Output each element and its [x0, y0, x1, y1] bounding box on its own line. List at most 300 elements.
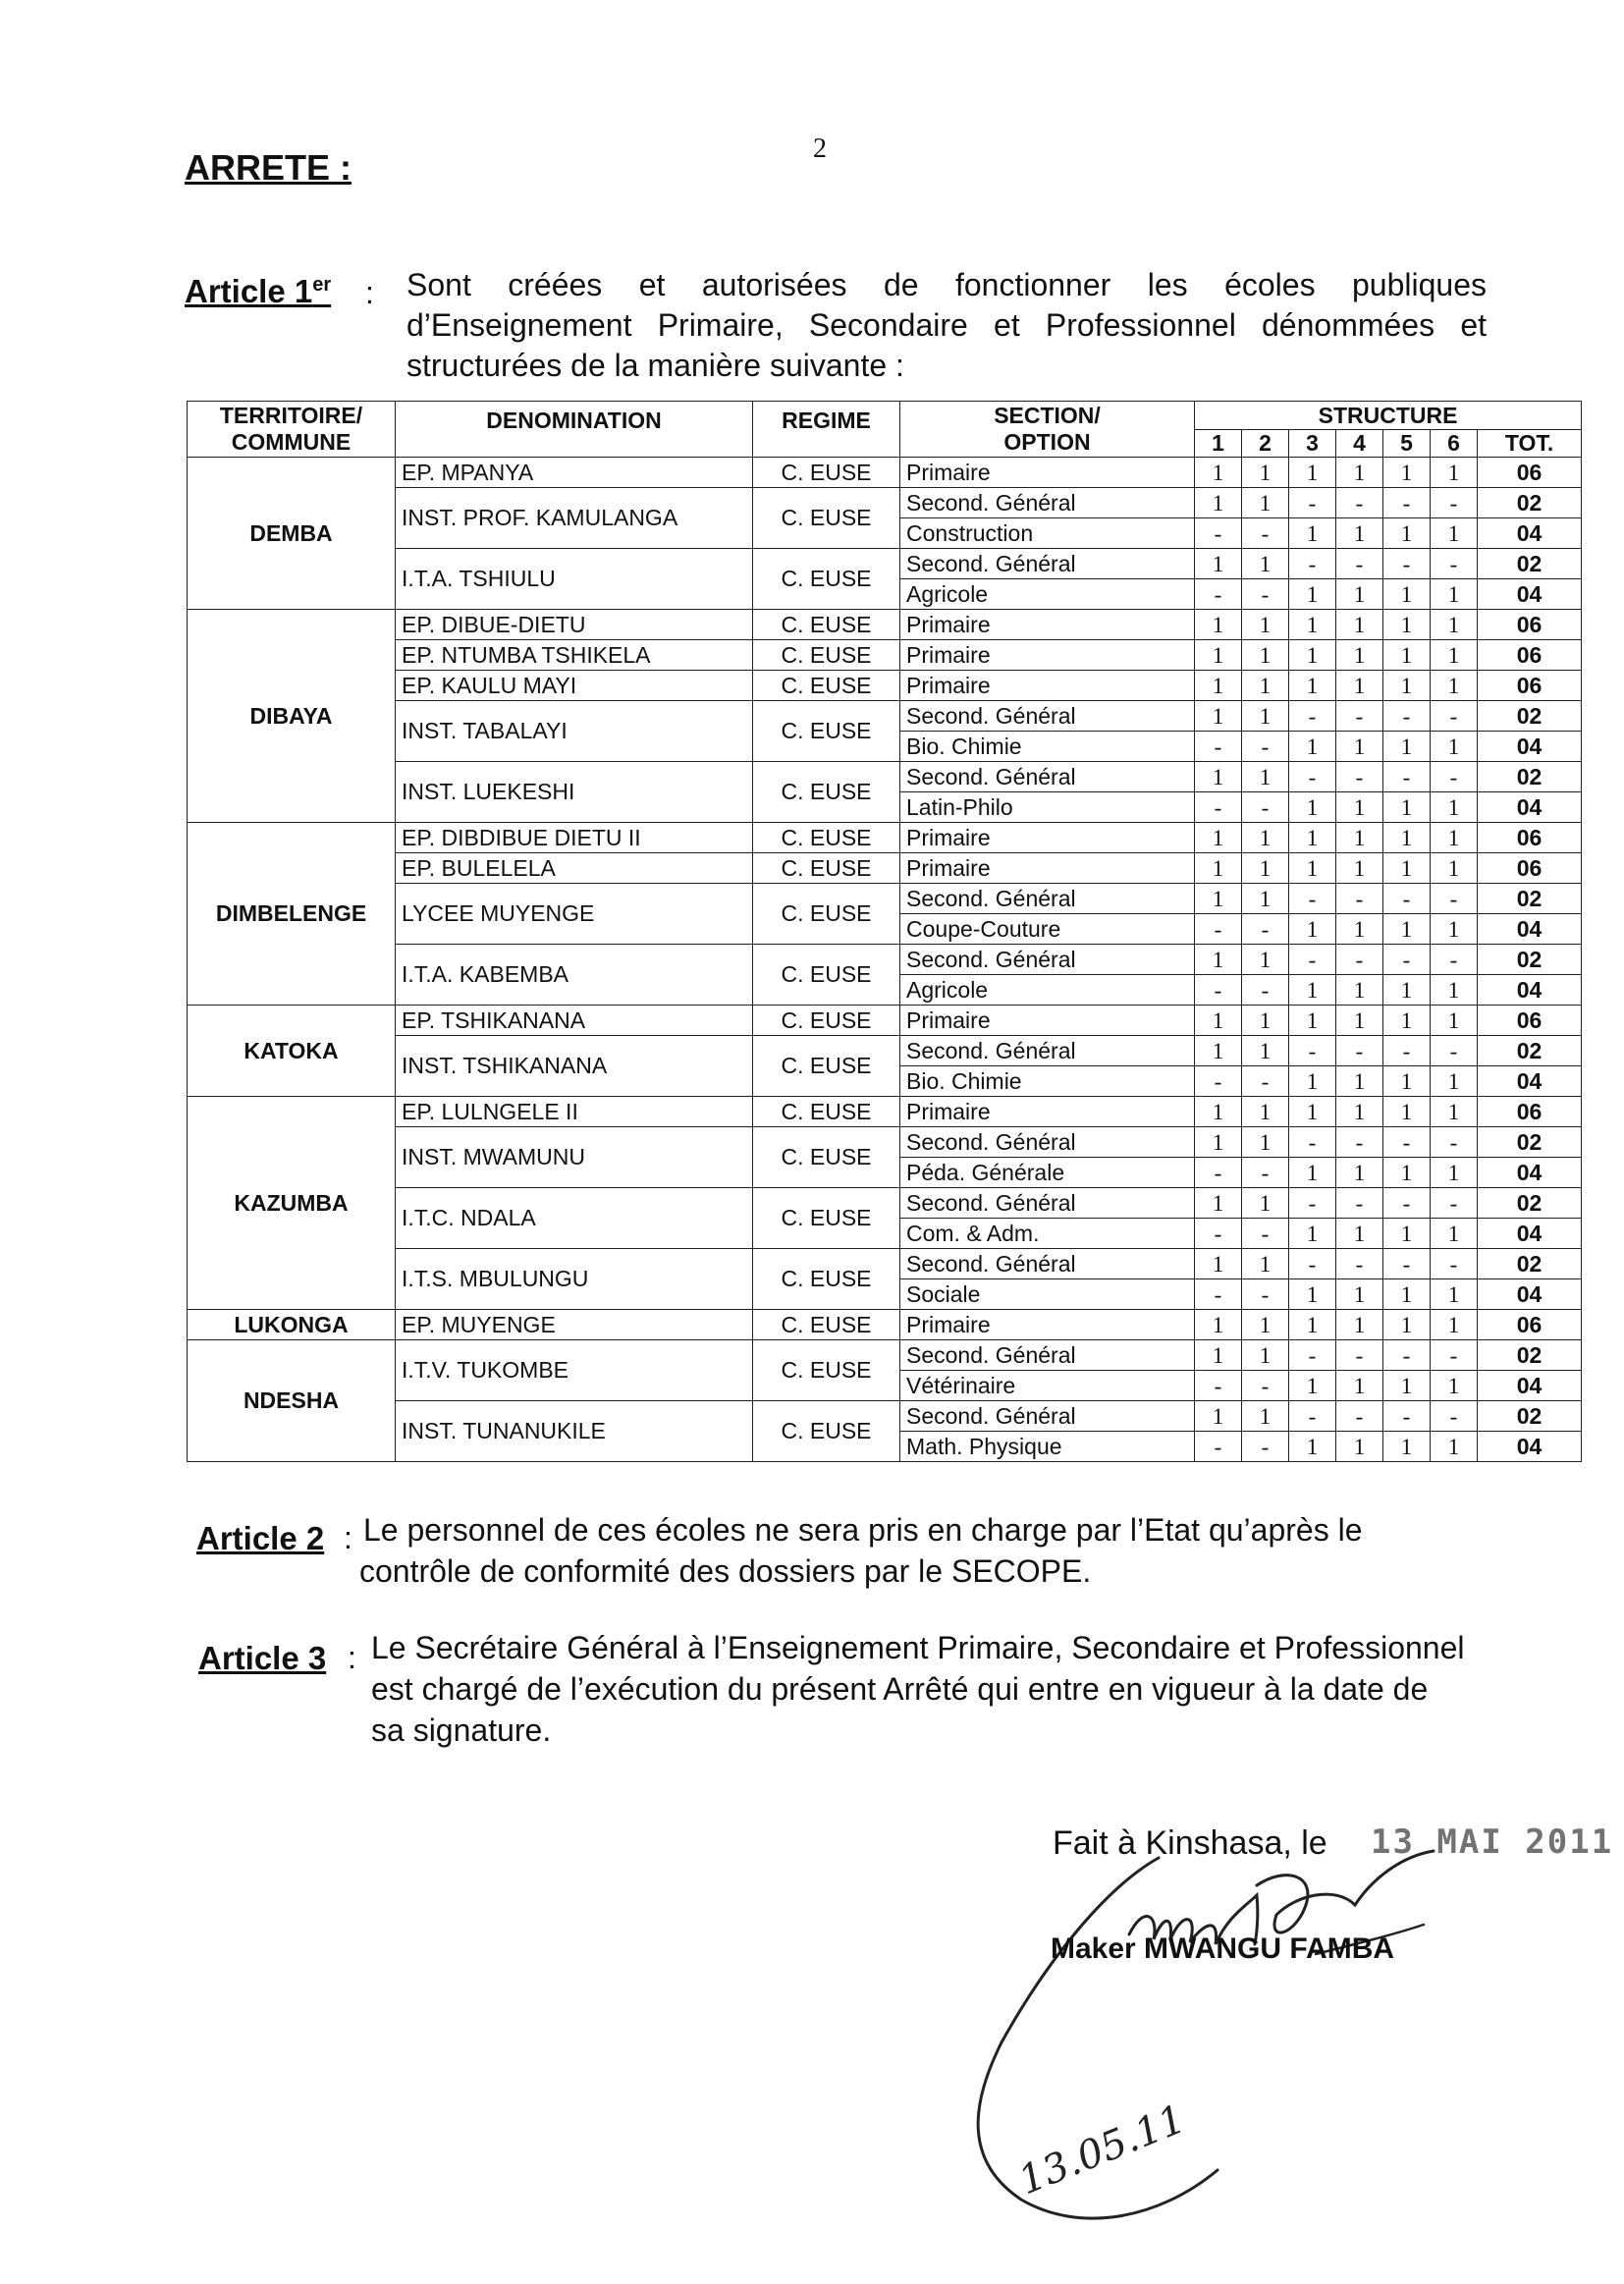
table-row: [188, 853, 1582, 884]
section-cell: Primaire: [900, 640, 1195, 671]
structure-cell: 1: [1431, 518, 1478, 549]
structure-cell: 1: [1336, 823, 1383, 853]
total-cell: 02: [1478, 884, 1582, 914]
structure-cell: 1: [1289, 518, 1336, 549]
structure-cell: -: [1242, 1371, 1289, 1401]
header-structure: STRUCTURE: [1195, 402, 1582, 430]
total-cell: 04: [1478, 975, 1582, 1006]
total-cell: 04: [1478, 1279, 1582, 1310]
structure-cell: -: [1383, 701, 1431, 732]
structure-cell: -: [1195, 579, 1242, 610]
structure-cell: -: [1195, 1371, 1242, 1401]
denomination-cell: EP. LULNGELE II: [396, 1097, 753, 1127]
header-col-5: 5: [1383, 430, 1431, 458]
structure-cell: -: [1383, 488, 1431, 518]
structure-cell: 1: [1431, 975, 1478, 1006]
structure-cell: 1: [1383, 579, 1431, 610]
structure-cell: 1: [1195, 1249, 1242, 1279]
structure-cell: 1: [1336, 1006, 1383, 1036]
structure-cell: 1: [1195, 1036, 1242, 1066]
table-row: [188, 671, 1582, 701]
article2-separator: :: [344, 1520, 352, 1555]
total-cell: 02: [1478, 1127, 1582, 1158]
structure-cell: 1: [1383, 1158, 1431, 1188]
denomination-cell: EP. KAULU MAYI: [396, 671, 753, 701]
regime-cell: C. EUSE: [753, 1127, 900, 1188]
structure-cell: -: [1383, 549, 1431, 579]
total-cell: 02: [1478, 549, 1582, 579]
regime-cell: C. EUSE: [753, 1188, 900, 1249]
total-cell: 06: [1478, 1097, 1582, 1127]
section-cell: Second. Général: [900, 549, 1195, 579]
structure-cell: -: [1289, 884, 1336, 914]
structure-cell: -: [1242, 1158, 1289, 1188]
article1-label-sup: er: [312, 274, 332, 296]
header-col-3: 3: [1289, 430, 1336, 458]
table-body: [188, 458, 1582, 1462]
total-cell: 06: [1478, 823, 1582, 853]
structure-cell: -: [1431, 1127, 1478, 1158]
article2-line-1: Le personnel de ces écoles ne sera pris en charge par l’Etat qu’après le: [363, 1512, 1363, 1548]
structure-cell: 1: [1336, 640, 1383, 671]
structure-cell: 1: [1336, 1432, 1383, 1462]
structure-cell: 1: [1195, 762, 1242, 792]
structure-cell: 1: [1431, 610, 1478, 640]
article3-label: Article 3: [198, 1640, 327, 1676]
table-row: [188, 458, 1582, 488]
structure-cell: -: [1242, 518, 1289, 549]
section-cell: Second. Général: [900, 1036, 1195, 1066]
regime-cell: C. EUSE: [753, 488, 900, 549]
structure-cell: 1: [1289, 458, 1336, 488]
structure-cell: 1: [1289, 671, 1336, 701]
section-cell: Second. Général: [900, 762, 1195, 792]
structure-cell: 1: [1336, 610, 1383, 640]
structure-cell: 1: [1431, 1006, 1478, 1036]
section-cell: Second. Général: [900, 488, 1195, 518]
structure-cell: 1: [1383, 853, 1431, 884]
structure-cell: 1: [1242, 1401, 1289, 1432]
structure-cell: 1: [1383, 1371, 1431, 1401]
structure-cell: 1: [1242, 853, 1289, 884]
section-cell: Primaire: [900, 823, 1195, 853]
table-row: [188, 1097, 1582, 1127]
stamped-date: 13 MAI 2011: [1371, 1822, 1614, 1862]
structure-cell: -: [1383, 1249, 1431, 1279]
structure-cell: 1: [1242, 488, 1289, 518]
header-section-line-1: SECTION/: [994, 403, 1101, 428]
structure-cell: -: [1195, 792, 1242, 823]
structure-cell: 1: [1431, 1371, 1478, 1401]
structure-cell: -: [1289, 1127, 1336, 1158]
header-territoire-line-2: COMMUNE: [231, 429, 352, 455]
structure-cell: 1: [1431, 1432, 1478, 1462]
table-row: [188, 1127, 1582, 1158]
structure-cell: 1: [1336, 1097, 1383, 1127]
table-row: [188, 1188, 1582, 1219]
structure-cell: -: [1431, 701, 1478, 732]
structure-cell: 1: [1195, 671, 1242, 701]
structure-cell: -: [1242, 1219, 1289, 1249]
structure-cell: -: [1431, 762, 1478, 792]
denomination-cell: EP. DIBDIBUE DIETU II: [396, 823, 753, 853]
structure-cell: 1: [1242, 458, 1289, 488]
article3-line-1: Le Secrétaire Général à l’Enseignement Primaire, Secondaire et Professionnel: [371, 1630, 1465, 1665]
article1-label-text: Article 1: [185, 273, 313, 309]
structure-cell: -: [1336, 1036, 1383, 1066]
structure-cell: -: [1195, 1219, 1242, 1249]
structure-cell: -: [1383, 1188, 1431, 1219]
total-cell: 06: [1478, 610, 1582, 640]
structure-cell: 1: [1336, 914, 1383, 945]
article2-label: Article 2: [196, 1520, 325, 1556]
denomination-cell: INST. PROF. KAMULANGA: [396, 488, 753, 549]
structure-cell: 1: [1383, 732, 1431, 762]
structure-cell: 1: [1336, 1371, 1383, 1401]
structure-cell: 1: [1383, 458, 1431, 488]
regime-cell: C. EUSE: [753, 884, 900, 945]
total-cell: 04: [1478, 579, 1582, 610]
denomination-cell: EP. NTUMBA TSHIKELA: [396, 640, 753, 671]
section-cell: Second. Général: [900, 884, 1195, 914]
structure-cell: 1: [1289, 1097, 1336, 1127]
table-row: [188, 488, 1582, 518]
total-cell: 06: [1478, 458, 1582, 488]
structure-cell: 1: [1289, 853, 1336, 884]
structure-cell: -: [1336, 1401, 1383, 1432]
structure-cell: 1: [1289, 823, 1336, 853]
regime-cell: C. EUSE: [753, 458, 900, 488]
total-cell: 04: [1478, 1432, 1582, 1462]
structure-cell: 1: [1431, 579, 1478, 610]
total-cell: 04: [1478, 1371, 1582, 1401]
structure-cell: -: [1431, 1401, 1478, 1432]
section-cell: Second. Général: [900, 945, 1195, 975]
structure-cell: -: [1336, 1127, 1383, 1158]
table-row: [188, 884, 1582, 914]
article1-line-1: Sont créées et autorisées de fonctionner les écoles publiques: [406, 267, 1487, 302]
regime-cell: C. EUSE: [753, 549, 900, 610]
structure-cell: -: [1289, 1036, 1336, 1066]
section-cell: Bio. Chimie: [900, 732, 1195, 762]
structure-cell: 1: [1431, 1219, 1478, 1249]
structure-cell: -: [1336, 884, 1383, 914]
total-cell: 02: [1478, 945, 1582, 975]
structure-cell: 1: [1431, 914, 1478, 945]
denomination-cell: EP. TSHIKANANA: [396, 1006, 753, 1036]
denomination-cell: I.T.A. KABEMBA: [396, 945, 753, 1006]
table-row: [188, 1249, 1582, 1279]
total-cell: 06: [1478, 1006, 1582, 1036]
structure-cell: -: [1242, 1432, 1289, 1462]
denomination-cell: EP. BULELELA: [396, 853, 753, 884]
total-cell: 06: [1478, 853, 1582, 884]
structure-cell: -: [1336, 762, 1383, 792]
header-territoire-line-1: TERRITOIRE/: [219, 403, 363, 428]
structure-cell: 1: [1336, 1066, 1383, 1097]
table-row: [188, 1401, 1582, 1432]
total-cell: 02: [1478, 1340, 1582, 1371]
table-row: [188, 1340, 1582, 1371]
structure-cell: 1: [1383, 823, 1431, 853]
structure-cell: 1: [1195, 1097, 1242, 1127]
structure-cell: -: [1431, 549, 1478, 579]
structure-cell: 1: [1383, 1432, 1431, 1462]
total-cell: 06: [1478, 640, 1582, 671]
structure-cell: -: [1195, 975, 1242, 1006]
header-regime: REGIME: [753, 402, 900, 458]
structure-cell: 1: [1195, 610, 1242, 640]
denomination-cell: INST. TSHIKANANA: [396, 1036, 753, 1097]
structure-cell: 1: [1195, 1401, 1242, 1432]
section-cell: Latin-Philo: [900, 792, 1195, 823]
regime-cell: C. EUSE: [753, 853, 900, 884]
table-header-row-1: [188, 402, 1582, 430]
regime-cell: C. EUSE: [753, 610, 900, 640]
structure-cell: -: [1289, 701, 1336, 732]
territoire-cell: NDESHA: [188, 1340, 396, 1462]
total-cell: 04: [1478, 914, 1582, 945]
structure-cell: 1: [1242, 1006, 1289, 1036]
denomination-cell: EP. MUYENGE: [396, 1310, 753, 1340]
signer-name: Maker MWANGU FAMBA: [1051, 1932, 1395, 1965]
structure-cell: 1: [1336, 732, 1383, 762]
structure-cell: 1: [1431, 640, 1478, 671]
structure-cell: 1: [1383, 1006, 1431, 1036]
structure-cell: 1: [1195, 1188, 1242, 1219]
structure-cell: -: [1289, 945, 1336, 975]
structure-cell: -: [1242, 792, 1289, 823]
table-row: [188, 1006, 1582, 1036]
structure-cell: 1: [1431, 1066, 1478, 1097]
section-cell: Second. Général: [900, 1127, 1195, 1158]
structure-cell: 1: [1336, 792, 1383, 823]
structure-cell: 1: [1195, 549, 1242, 579]
section-cell: Agricole: [900, 975, 1195, 1006]
structure-cell: 1: [1242, 671, 1289, 701]
structure-cell: 1: [1195, 488, 1242, 518]
regime-cell: C. EUSE: [753, 1249, 900, 1310]
header-col-6: 6: [1431, 430, 1478, 458]
structure-cell: 1: [1431, 853, 1478, 884]
structure-cell: 1: [1195, 458, 1242, 488]
structure-cell: 1: [1242, 1127, 1289, 1158]
structure-cell: 1: [1242, 640, 1289, 671]
structure-cell: 1: [1383, 518, 1431, 549]
section-cell: Primaire: [900, 853, 1195, 884]
section-cell: Second. Général: [900, 1188, 1195, 1219]
structure-cell: 1: [1336, 579, 1383, 610]
handwritten-signature-icon: [962, 1846, 1512, 2268]
structure-cell: -: [1336, 549, 1383, 579]
article3-separator: :: [348, 1640, 356, 1675]
signature-place-line: Fait à Kinshasa, le: [1053, 1824, 1327, 1862]
section-cell: Sociale: [900, 1279, 1195, 1310]
total-cell: 06: [1478, 1310, 1582, 1340]
structure-cell: -: [1431, 1188, 1478, 1219]
structure-cell: 1: [1289, 640, 1336, 671]
total-cell: 06: [1478, 671, 1582, 701]
structure-cell: 1: [1383, 610, 1431, 640]
total-cell: 04: [1478, 1219, 1582, 1249]
article1-line-3: structurées de la manière suivante :: [406, 348, 904, 383]
total-cell: 02: [1478, 762, 1582, 792]
section-cell: Primaire: [900, 1310, 1195, 1340]
structure-cell: -: [1431, 1036, 1478, 1066]
heading-arrete: ARRETE :: [185, 147, 352, 188]
section-cell: Second. Général: [900, 1249, 1195, 1279]
structure-cell: -: [1431, 945, 1478, 975]
section-cell: Math. Physique: [900, 1432, 1195, 1462]
structure-cell: 1: [1336, 1219, 1383, 1249]
section-cell: Primaire: [900, 1006, 1195, 1036]
section-cell: Coupe-Couture: [900, 914, 1195, 945]
header-denomination: DENOMINATION: [396, 402, 753, 458]
structure-cell: 1: [1242, 1249, 1289, 1279]
structure-cell: -: [1431, 884, 1478, 914]
denomination-cell: INST. MWAMUNU: [396, 1127, 753, 1188]
structure-cell: -: [1383, 1401, 1431, 1432]
structure-cell: 1: [1383, 975, 1431, 1006]
structure-cell: 1: [1383, 640, 1431, 671]
structure-cell: -: [1383, 762, 1431, 792]
structure-cell: 1: [1289, 1006, 1336, 1036]
header-col-4: 4: [1336, 430, 1383, 458]
structure-cell: -: [1336, 1340, 1383, 1371]
section-cell: Primaire: [900, 610, 1195, 640]
table-row: [188, 823, 1582, 853]
structure-cell: -: [1195, 518, 1242, 549]
total-cell: 02: [1478, 1036, 1582, 1066]
structure-cell: 1: [1289, 1310, 1336, 1340]
header-section: [900, 402, 1195, 458]
section-cell: Agricole: [900, 579, 1195, 610]
structure-cell: 1: [1242, 610, 1289, 640]
structure-cell: 1: [1383, 1066, 1431, 1097]
header-section-line-2: OPTION: [1003, 429, 1091, 455]
structure-cell: -: [1383, 1127, 1431, 1158]
section-cell: Primaire: [900, 458, 1195, 488]
structure-cell: 1: [1431, 671, 1478, 701]
section-cell: Primaire: [900, 1097, 1195, 1127]
structure-cell: 1: [1431, 823, 1478, 853]
total-cell: 04: [1478, 1158, 1582, 1188]
structure-cell: -: [1242, 1066, 1289, 1097]
structure-cell: 1: [1289, 975, 1336, 1006]
article3-line-3: sa signature.: [371, 1713, 552, 1748]
structure-cell: -: [1336, 945, 1383, 975]
structure-cell: -: [1383, 945, 1431, 975]
structure-cell: -: [1242, 914, 1289, 945]
structure-cell: 1: [1242, 549, 1289, 579]
regime-cell: C. EUSE: [753, 701, 900, 762]
territoire-cell: KATOKA: [188, 1006, 396, 1097]
structure-cell: -: [1289, 488, 1336, 518]
structure-cell: 1: [1336, 518, 1383, 549]
regime-cell: C. EUSE: [753, 1401, 900, 1462]
structure-cell: -: [1195, 732, 1242, 762]
structure-cell: 1: [1242, 1340, 1289, 1371]
structure-cell: 1: [1195, 701, 1242, 732]
regime-cell: C. EUSE: [753, 1006, 900, 1036]
structure-cell: 1: [1336, 853, 1383, 884]
total-cell: 02: [1478, 1249, 1582, 1279]
total-cell: 02: [1478, 701, 1582, 732]
regime-cell: C. EUSE: [753, 1097, 900, 1127]
structure-cell: 1: [1289, 1158, 1336, 1188]
section-cell: Péda. Générale: [900, 1158, 1195, 1188]
structure-cell: -: [1195, 1158, 1242, 1188]
structure-cell: 1: [1336, 1279, 1383, 1310]
total-cell: 02: [1478, 1401, 1582, 1432]
structure-cell: 1: [1289, 1066, 1336, 1097]
structure-cell: -: [1336, 488, 1383, 518]
structure-cell: -: [1336, 1249, 1383, 1279]
denomination-cell: I.T.V. TUKOMBE: [396, 1340, 753, 1401]
structure-cell: -: [1289, 549, 1336, 579]
denomination-cell: EP. MPANYA: [396, 458, 753, 488]
section-cell: Primaire: [900, 671, 1195, 701]
article2-line-2: contrôle de conformité des dossiers par le SECOPE.: [359, 1553, 1092, 1589]
structure-cell: 1: [1383, 1310, 1431, 1340]
structure-cell: 1: [1195, 640, 1242, 671]
structure-cell: 1: [1195, 1310, 1242, 1340]
total-cell: 04: [1478, 1066, 1582, 1097]
structure-cell: 1: [1336, 671, 1383, 701]
total-cell: 04: [1478, 518, 1582, 549]
structure-cell: 1: [1383, 792, 1431, 823]
page-number: 2: [813, 134, 827, 164]
structure-cell: 1: [1383, 914, 1431, 945]
structure-cell: -: [1289, 762, 1336, 792]
denomination-cell: I.T.S. MBULUNGU: [396, 1249, 753, 1310]
structure-cell: 1: [1431, 1310, 1478, 1340]
structure-cell: -: [1383, 1340, 1431, 1371]
regime-cell: C. EUSE: [753, 762, 900, 823]
structure-cell: 1: [1383, 1279, 1431, 1310]
section-cell: Com. & Adm.: [900, 1219, 1195, 1249]
territoire-cell: DEMBA: [188, 458, 396, 610]
structure-cell: 1: [1289, 792, 1336, 823]
structure-cell: 1: [1242, 1310, 1289, 1340]
structure-cell: -: [1431, 488, 1478, 518]
structure-cell: 1: [1383, 1219, 1431, 1249]
structure-cell: 1: [1336, 1158, 1383, 1188]
regime-cell: C. EUSE: [753, 823, 900, 853]
structure-cell: -: [1195, 1279, 1242, 1310]
section-cell: Second. Général: [900, 1401, 1195, 1432]
structure-cell: -: [1431, 1340, 1478, 1371]
section-cell: Second. Général: [900, 701, 1195, 732]
structure-cell: 1: [1195, 1340, 1242, 1371]
structure-cell: 1: [1289, 732, 1336, 762]
structure-cell: 1: [1431, 792, 1478, 823]
structure-cell: -: [1242, 732, 1289, 762]
territoire-cell: KAZUMBA: [188, 1097, 396, 1310]
denomination-cell: EP. DIBUE-DIETU: [396, 610, 753, 640]
structure-cell: -: [1289, 1340, 1336, 1371]
header-territoire: [188, 402, 396, 458]
structure-cell: 1: [1195, 823, 1242, 853]
structure-cell: 1: [1289, 1432, 1336, 1462]
section-cell: Construction: [900, 518, 1195, 549]
structure-cell: 1: [1195, 1006, 1242, 1036]
structure-cell: 1: [1242, 945, 1289, 975]
table-row: [188, 762, 1582, 792]
section-cell: Vétérinaire: [900, 1371, 1195, 1401]
structure-cell: 1: [1289, 1279, 1336, 1310]
structure-cell: 1: [1242, 1097, 1289, 1127]
